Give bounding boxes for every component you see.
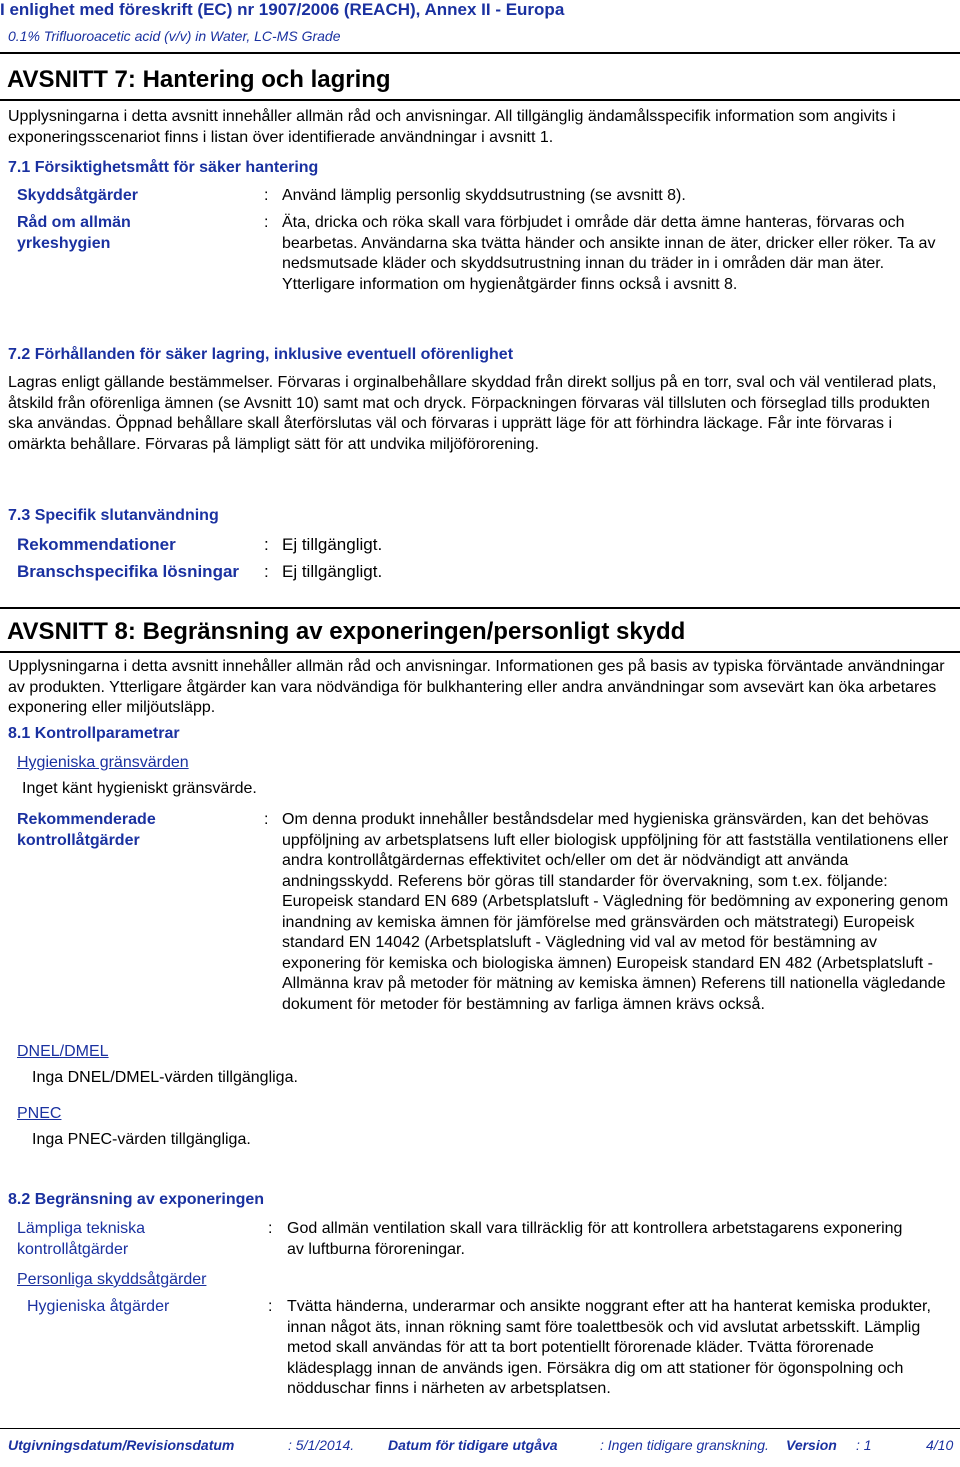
product-name: 0.1% Trifluoroacetic acid (v/v) in Water, LC-MS Grade — [8, 28, 341, 44]
hygienic-limits-label: Hygieniska gränsvärden — [17, 754, 189, 771]
pnec-label: PNEC — [17, 1105, 62, 1122]
section-8-divider — [0, 651, 960, 653]
version-label: Version — [786, 1437, 837, 1453]
colon: : — [264, 811, 269, 828]
section-8-intro: Upplysningarna i detta avsnitt innehåller allmän råd och anvisningar. Informationen ges på basis av typiska förväntade användningar av produkten. Ytterligare åtgärder kan vara nödvändiga för bulkhantering eller andra användningar som avsevärt kan öka arbetares exponering eller miljöutsläpp. — [8, 658, 945, 716]
industry-solutions-value: Ej tillgängligt. — [282, 562, 383, 581]
subsection-8-1-title: 8.1 Kontrollparametrar — [8, 725, 180, 742]
issue-date-value: : 5/1/2014. — [288, 1437, 355, 1453]
technical-controls-value: God allmän ventilation skall vara tillräcklig för att kontrollera arbetstagarens exponering av luftburna föroreningar. — [287, 1220, 903, 1258]
industry-solutions-label: Branschspecifika lösningar — [17, 562, 240, 581]
header-divider — [0, 52, 960, 54]
colon: : — [264, 562, 269, 581]
colon: : — [264, 187, 269, 204]
hygiene-measures-value: Tvätta händerna, underarmar och ansikte noggrant efter att ha hanterat kemiska produkter, innan något äts, innan rökning samt före toalettbesök och vid avslutat arbetsskift. Lämplig metod skall användas för att ta bort potentiellt förorenade kläder. Tvätta förorenade klädesplagg innan de används igen. Försäkra dig om att stationer för ögonspolning och nödduschar finns i närheten av arbetsplatsen. — [287, 1298, 931, 1397]
protective-measures-label: Skyddsåtgärder — [17, 187, 138, 204]
colon: : — [268, 1220, 273, 1237]
personal-protection-label: Personliga skyddsåtgärder — [17, 1271, 207, 1288]
page-number: 4/10 — [926, 1437, 954, 1453]
colon: : — [264, 535, 269, 554]
recommendations-label: Rekommendationer — [17, 535, 176, 554]
recommended-controls-label: Rekommenderade kontrollåtgärder — [17, 811, 156, 849]
issue-date-label: Utgivningsdatum/Revisionsdatum — [8, 1437, 235, 1453]
section-7-title: AVSNITT 7: Hantering och lagring — [7, 66, 391, 93]
hygiene-advice-value: Äta, dricka och röka skall vara förbjudet i område där detta ämne hanteras, förvaras och bearbetas. Användarna ska tvätta händer och ansikte innan de äter, dricker eller röker. Ta av nedsmutsade kläder och skyddsutrustning innan du träder in i områden där man äter. Ytterligare information om hygienåtgärder finns också i avsnitt 8. — [282, 214, 936, 293]
section-7-intro: Upplysningarna i detta avsnitt innehåller allmän råd och anvisningar. All tillgänglig ändamålsspecifik information som angivits i exponeringsscenariot finns i listan över identifierade användningar i avsnitt 1. — [8, 108, 896, 146]
pnec-value: Inga PNEC-värden tillgängliga. — [32, 1131, 251, 1148]
previous-date-value: : Ingen tidigare granskning. — [600, 1437, 769, 1453]
hygiene-measures-label: Hygieniska åtgärder — [27, 1298, 170, 1315]
footer-divider — [0, 1428, 960, 1429]
subsection-7-1-title: 7.1 Försiktighetsmått för säker hantering — [8, 159, 319, 176]
colon: : — [268, 1298, 273, 1315]
recommended-controls-value: Om denna produkt innehåller beståndsdelar med hygieniska gränsvärden, kan det behövas uppföljning av arbetsplatsens luft eller biologisk uppföljning för att fastställa ventilationens eller andra kontrollåtgärdernas effektivitet och/eller om det är nödvändigt att använda andningsskydd. Referens bör göras till standarder för övervakning, som t.ex. följande: Europeisk standard EN 689 (Arbetsplatsluft - Vägledning för bedömning av exponering genom inandning av kemiska ämnen för jämförelse med gränsvärden och mätstrategi) Europeisk standard EN 14042 (Arbetsplatsluft - Vägledning vid val av metod för bestämning av exponering för kemiska och biologiska ämnen) Europeisk standard EN 482 (Arbetsplatsluft - Allmänna krav på metoder för mätning av kemiska ämnen) Referens till nationella vägledande dokument för metoder för bestämning av farliga ämnen krävs också. — [282, 811, 949, 1013]
document-header-title: I enlighet med föreskrift (EC) nr 1907/2006 (REACH), Annex II - Europa — [0, 0, 565, 19]
version-value: : 1 — [856, 1437, 872, 1453]
recommendations-value: Ej tillgängligt. — [282, 535, 383, 554]
dnel-dmel-label: DNEL/DMEL — [17, 1043, 109, 1060]
technical-controls-label: Lämpliga tekniska kontrollåtgärder — [17, 1220, 146, 1258]
protective-measures-value: Använd lämplig personlig skyddsutrustning (se avsnitt 8). — [282, 187, 686, 204]
storage-conditions-text: Lagras enligt gällande bestämmelser. Förvaras i orginalbehållare skyddad från direkt solljus på en torr, sval och väl ventilerad plats, åtskild från oförenliga ämnen (se Avsnitt 10) samt mat och dryck. Förpackningen förvaras väl tillsluten och förseglad tills produkten ska användas. Öppnad behållare skall återförslutas väl och förvaras i upprätt läge för att förhindra läckage. Får inte förvaras i omärkta behållare. Förvaras på lämpligt sätt för att undvika miljöförorening. — [8, 374, 937, 453]
subsection-8-2-title: 8.2 Begränsning av exponeringen — [8, 1191, 265, 1208]
hygiene-advice-label: Råd om allmän yrkeshygien — [17, 214, 131, 252]
colon: : — [264, 214, 269, 231]
section-8-title: AVSNITT 8: Begränsning av exponeringen/personligt skydd — [7, 618, 686, 645]
hygienic-limits-value: Inget känt hygieniskt gränsvärde. — [22, 780, 257, 797]
subsection-7-2-title: 7.2 Förhållanden för säker lagring, inklusive eventuell oförenlighet — [8, 346, 514, 363]
dnel-dmel-value: Inga DNEL/DMEL-värden tillgängliga. — [32, 1069, 298, 1086]
previous-date-label: Datum för tidigare utgåva — [388, 1437, 558, 1453]
subsection-7-3-title: 7.3 Specifik slutanvändning — [8, 507, 219, 524]
section-8-top-divider — [0, 607, 960, 609]
section-7-divider — [0, 99, 960, 101]
